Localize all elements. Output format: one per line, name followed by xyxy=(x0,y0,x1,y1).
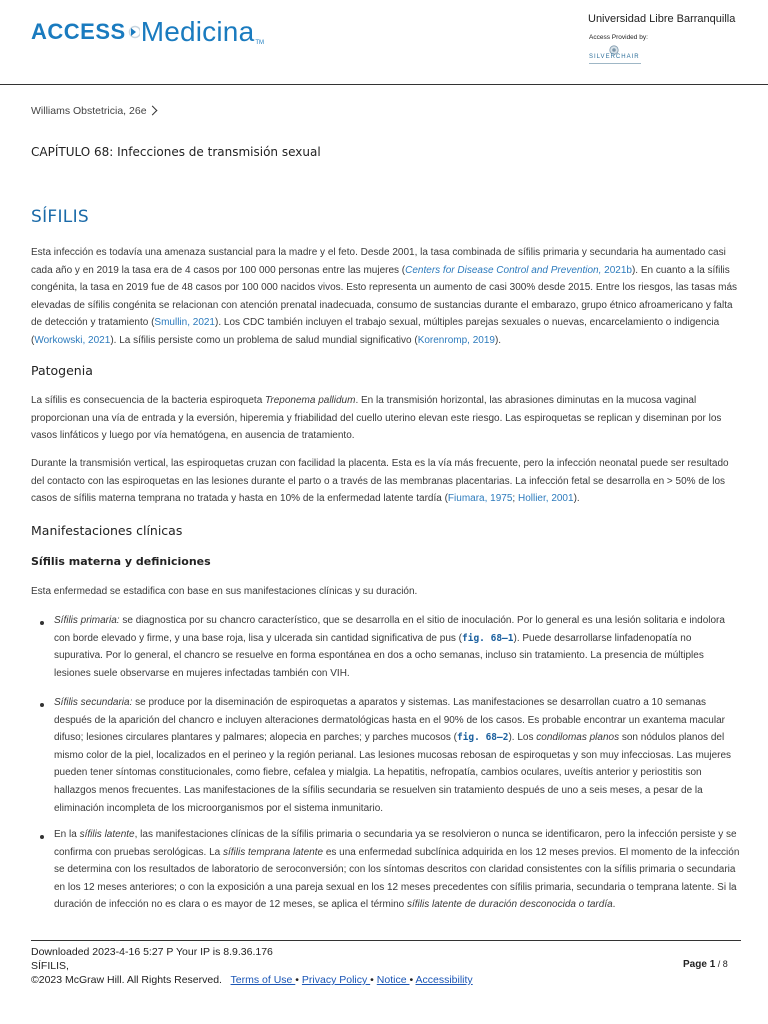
intro-text-1: Esta infección es todavía una amenaza sustancial para la madre y el feto. Desde 2001, la tasa combinada de sífilis primaria y secundaria ha aumentado casi cada año y en 2019 la tasa era de 4 casos por 100 000 personas entre las mujeres ( xyxy=(31,247,726,276)
accessmedicina-logo[interactable] xyxy=(31,12,264,52)
term-sifilis-temprana-latente: sífilis temprana latente xyxy=(222,846,324,858)
link-separator: • xyxy=(370,974,374,986)
term-condilomas-planos: condilomas planos xyxy=(536,732,620,744)
figure-link-68-1[interactable]: fig. 68–1 xyxy=(462,632,514,644)
list-item-secundaria xyxy=(54,694,742,817)
link-separator: • xyxy=(295,974,299,986)
section-title: SÍFILIS xyxy=(31,207,89,227)
chevron-right-icon xyxy=(147,106,157,116)
secundaria-text-c: son nódulos planos del mismo color de la piel, localizados en el perineo y la región perianal. Las lesiones mucosas rebosan de espiroquetas y son muy infecciosas. Las mujeres pueden tener síntomas constitucionales, como fiebre, cefalea y mialgia. La hepatitis, nefropatía, cambios oculares, uveítis anterior y periostitis son hallazgos menos frecuentes. Las manifestaciones de la sífilis secundaria se resuelven sin tratamiento después de uno a seis meses, a pesar de la eliminación incompleta de los microorganismos por el sistema inmunitario. xyxy=(54,732,732,814)
accessibility-link[interactable]: Accessibility xyxy=(415,974,473,986)
footer-doc-title: SÍFILIS, xyxy=(31,960,69,972)
institution-name: Universidad Libre Barranquilla xyxy=(588,13,736,25)
heading-patogenia: Patogenia xyxy=(31,363,93,378)
secundaria-text-a: se produce por la diseminación de espiroquetas a aparatos y sistemas. Las manifestaciones se desarrollan cuatro a 10 semanas después de la aparición del chancro e incluyen alteraciones dermatológicas hasta en el 90% de los casos. Es probable encontrar un exantema macular difuso; lesiones circulares plantares y palmares; alopecia en parches; y parches mucosos ( xyxy=(54,697,725,744)
intro-text-4: ). La sífilis persiste como un problema de salud mundial significativo ( xyxy=(110,334,418,346)
logo-medicina-text: Medicina xyxy=(140,16,255,47)
term-sifilis-secundaria: Sífilis secundaria: xyxy=(54,697,133,708)
intro-text-5: ). xyxy=(494,334,502,346)
chapter-title: CAPÍTULO 68: Infecciones de transmisión sexual xyxy=(31,145,321,159)
page-number xyxy=(683,959,728,970)
intro-paragraph xyxy=(31,244,741,350)
page-current: 1 xyxy=(709,959,716,970)
patogenia-paragraph-1 xyxy=(31,392,741,445)
provider-underline xyxy=(589,63,641,64)
latente-text-a: En la xyxy=(54,829,80,840)
terms-of-use-link[interactable]: Terms of Use xyxy=(230,974,296,986)
subheading-sifilis-materna: Sífilis materna y definiciones xyxy=(31,555,211,568)
ref-link-fiumara[interactable]: Fiumara, 1975 xyxy=(447,493,513,505)
latente-text-c: es una enfermedad subclínica adquirida en los 12 meses previos. El momento de la infección se determina con los resultados de laboratorio de seroconversión; con los síntomas descritos con claridad consistentes con la sífilis primaria o secundaria en los 12 meses anteriores; o con la exposición a una pareja sexual en los 12 meses precedentes con sífilis primaria, secundaria o temprana latente. Si la duración de infección no es clara o es mayor de 12 meses, se aplica el término xyxy=(54,846,740,911)
intro-text-3: ). Los CDC también incluyen el trabajo sexual, múltiples parejas sexuales o nuevas, encarcelamiento o indigencia ( xyxy=(31,317,720,346)
page-label: Page xyxy=(683,959,710,970)
logo-trademark: TM xyxy=(255,40,265,46)
ref-link-hollier[interactable]: Hollier, 2001 xyxy=(517,493,574,505)
breadcrumb[interactable] xyxy=(31,105,156,117)
ref-link-smullin[interactable]: Smullin, 2021 xyxy=(154,317,215,329)
provider-name: SILVERCHAIR xyxy=(589,54,640,60)
page-separator: / xyxy=(715,959,723,969)
patogenia-p2-text-b: ). xyxy=(573,493,580,505)
header-divider xyxy=(0,84,768,85)
term-sifilis-latente-tardia: sífilis latente de duración desconocida o tardía xyxy=(406,899,613,911)
bullet-icon xyxy=(40,621,44,625)
patogenia-p1-species: Treponema pallidum xyxy=(265,395,356,406)
list-item-primaria xyxy=(54,612,742,682)
access-provided-label: Access Provided by: xyxy=(589,34,648,41)
manifestaciones-intro: Esta enfermedad se estadifica con base en sus manifestaciones clínicas y su duración. xyxy=(31,586,418,597)
term-sifilis-latente: sífilis latente xyxy=(79,829,135,840)
latente-text-b: , las manifestaciones clínicas de la sífilis primaria o secundaria ya se resolvieron o nunca se identificaron, pero la infección persiste y se confirma con pruebas serológicas. La xyxy=(54,829,737,858)
page-footer xyxy=(31,945,473,987)
ref-link-workowski[interactable]: Workowski, 2021 xyxy=(34,334,111,346)
patogenia-p2-sep: ; xyxy=(512,493,518,505)
patogenia-p1-text-a: La sífilis es consecuencia de la bacteria espiroqueta xyxy=(31,395,266,406)
heading-manifestaciones: Manifestaciones clínicas xyxy=(31,523,183,538)
ref-link-cdc[interactable] xyxy=(405,265,632,276)
patogenia-p1-text-b: . En la transmisión horizontal, las abrasiones diminutas en la mucosa vaginal proporcionan una vía de entrada y la eversión, hiperemia y friabilidad del cuello uterino elevan este riesgo. Las espiroquetas se replican y diseminan por los vasos linfáticos y luego por vía hematógena, en ausencia de tratamiento. xyxy=(31,395,722,442)
logo-access-text: ACCESS xyxy=(31,19,126,44)
intro-text-2: ). En cuanto a la sífilis congénita, la tasa en 2019 fue de 48 casos por 100 000 nacidos vivos. Esto representa un aumento de casi 300% desde 2015. Entre los riesgos, las tasas más elevadas de sífilis congénita se relacionan con atención prenatal inadecuada, consumo de sustancias durante el embarazo, grupo étnico afroamericano y falta de detección y tratamiento ( xyxy=(31,264,738,329)
bullet-icon xyxy=(40,835,44,839)
primaria-text-b: ). Puede desarrollarse linfadenopatía no supurativa. Por lo general, el chancro se resuelve en forma espontánea en dos a ocho semanas, incluso sin tratamiento. La presencia de múltiples lesiones suele observarse en mujeres infectadas también con VIH. xyxy=(54,632,704,679)
footer-links-row xyxy=(31,973,473,987)
bullet-icon xyxy=(40,703,44,707)
breadcrumb-book[interactable]: Williams Obstetricia, 26e xyxy=(31,105,147,117)
latente-text-d: . xyxy=(612,899,616,911)
ref-link-korenromp[interactable]: Korenromp, 2019 xyxy=(417,334,495,346)
figure-link-68-2[interactable]: fig. 68–2 xyxy=(456,732,509,744)
copyright-text: ©2023 McGraw Hill. All Rights Reserved. xyxy=(31,974,222,986)
logo-arrow-icon xyxy=(128,19,140,45)
link-separator: • xyxy=(409,974,414,986)
secundaria-text-b: ). Los xyxy=(508,732,537,744)
privacy-policy-link[interactable]: Privacy Policy xyxy=(301,974,371,986)
ref-link-cdc-name: Centers for Disease Control and Prevention, xyxy=(405,264,602,276)
list-item-latente xyxy=(54,826,742,914)
page-total: 8 xyxy=(722,959,728,969)
patogenia-p2-text-a: Durante la transmisión vertical, las espiroquetas cruzan con facilidad la placenta. Esta es la vía más frecuente, pero la infección neonatal puede ser resultado del contacto con las espiroquetas en las lesiones durante el parto o a través de las membranas placentarias. La infección fetal se desarrolla en > 50% de los casos de sífilis materna temprana no tratada y hasta en 10% de la enfermedad latente tardía ( xyxy=(31,458,729,505)
download-info: Downloaded 2023-4-16 5:27 P Your IP is 8.9.36.176 xyxy=(31,946,273,958)
notice-link[interactable]: Notice xyxy=(376,974,410,986)
patogenia-paragraph-2 xyxy=(31,455,741,508)
ref-link-cdc-year: 2021b xyxy=(604,264,632,276)
site-header xyxy=(0,0,768,84)
term-sifilis-primaria: Sífilis primaria: xyxy=(54,615,120,626)
footer-divider xyxy=(31,940,741,941)
primaria-text-a: se diagnostica por su chancro característico, que se desarrolla en el sitio de inoculación. Por lo general es una lesión solitaria e indolora con borde elevado y firme, y una base roja, lisa y ulcerada sin cantidad significativa de pus ( xyxy=(54,615,725,644)
